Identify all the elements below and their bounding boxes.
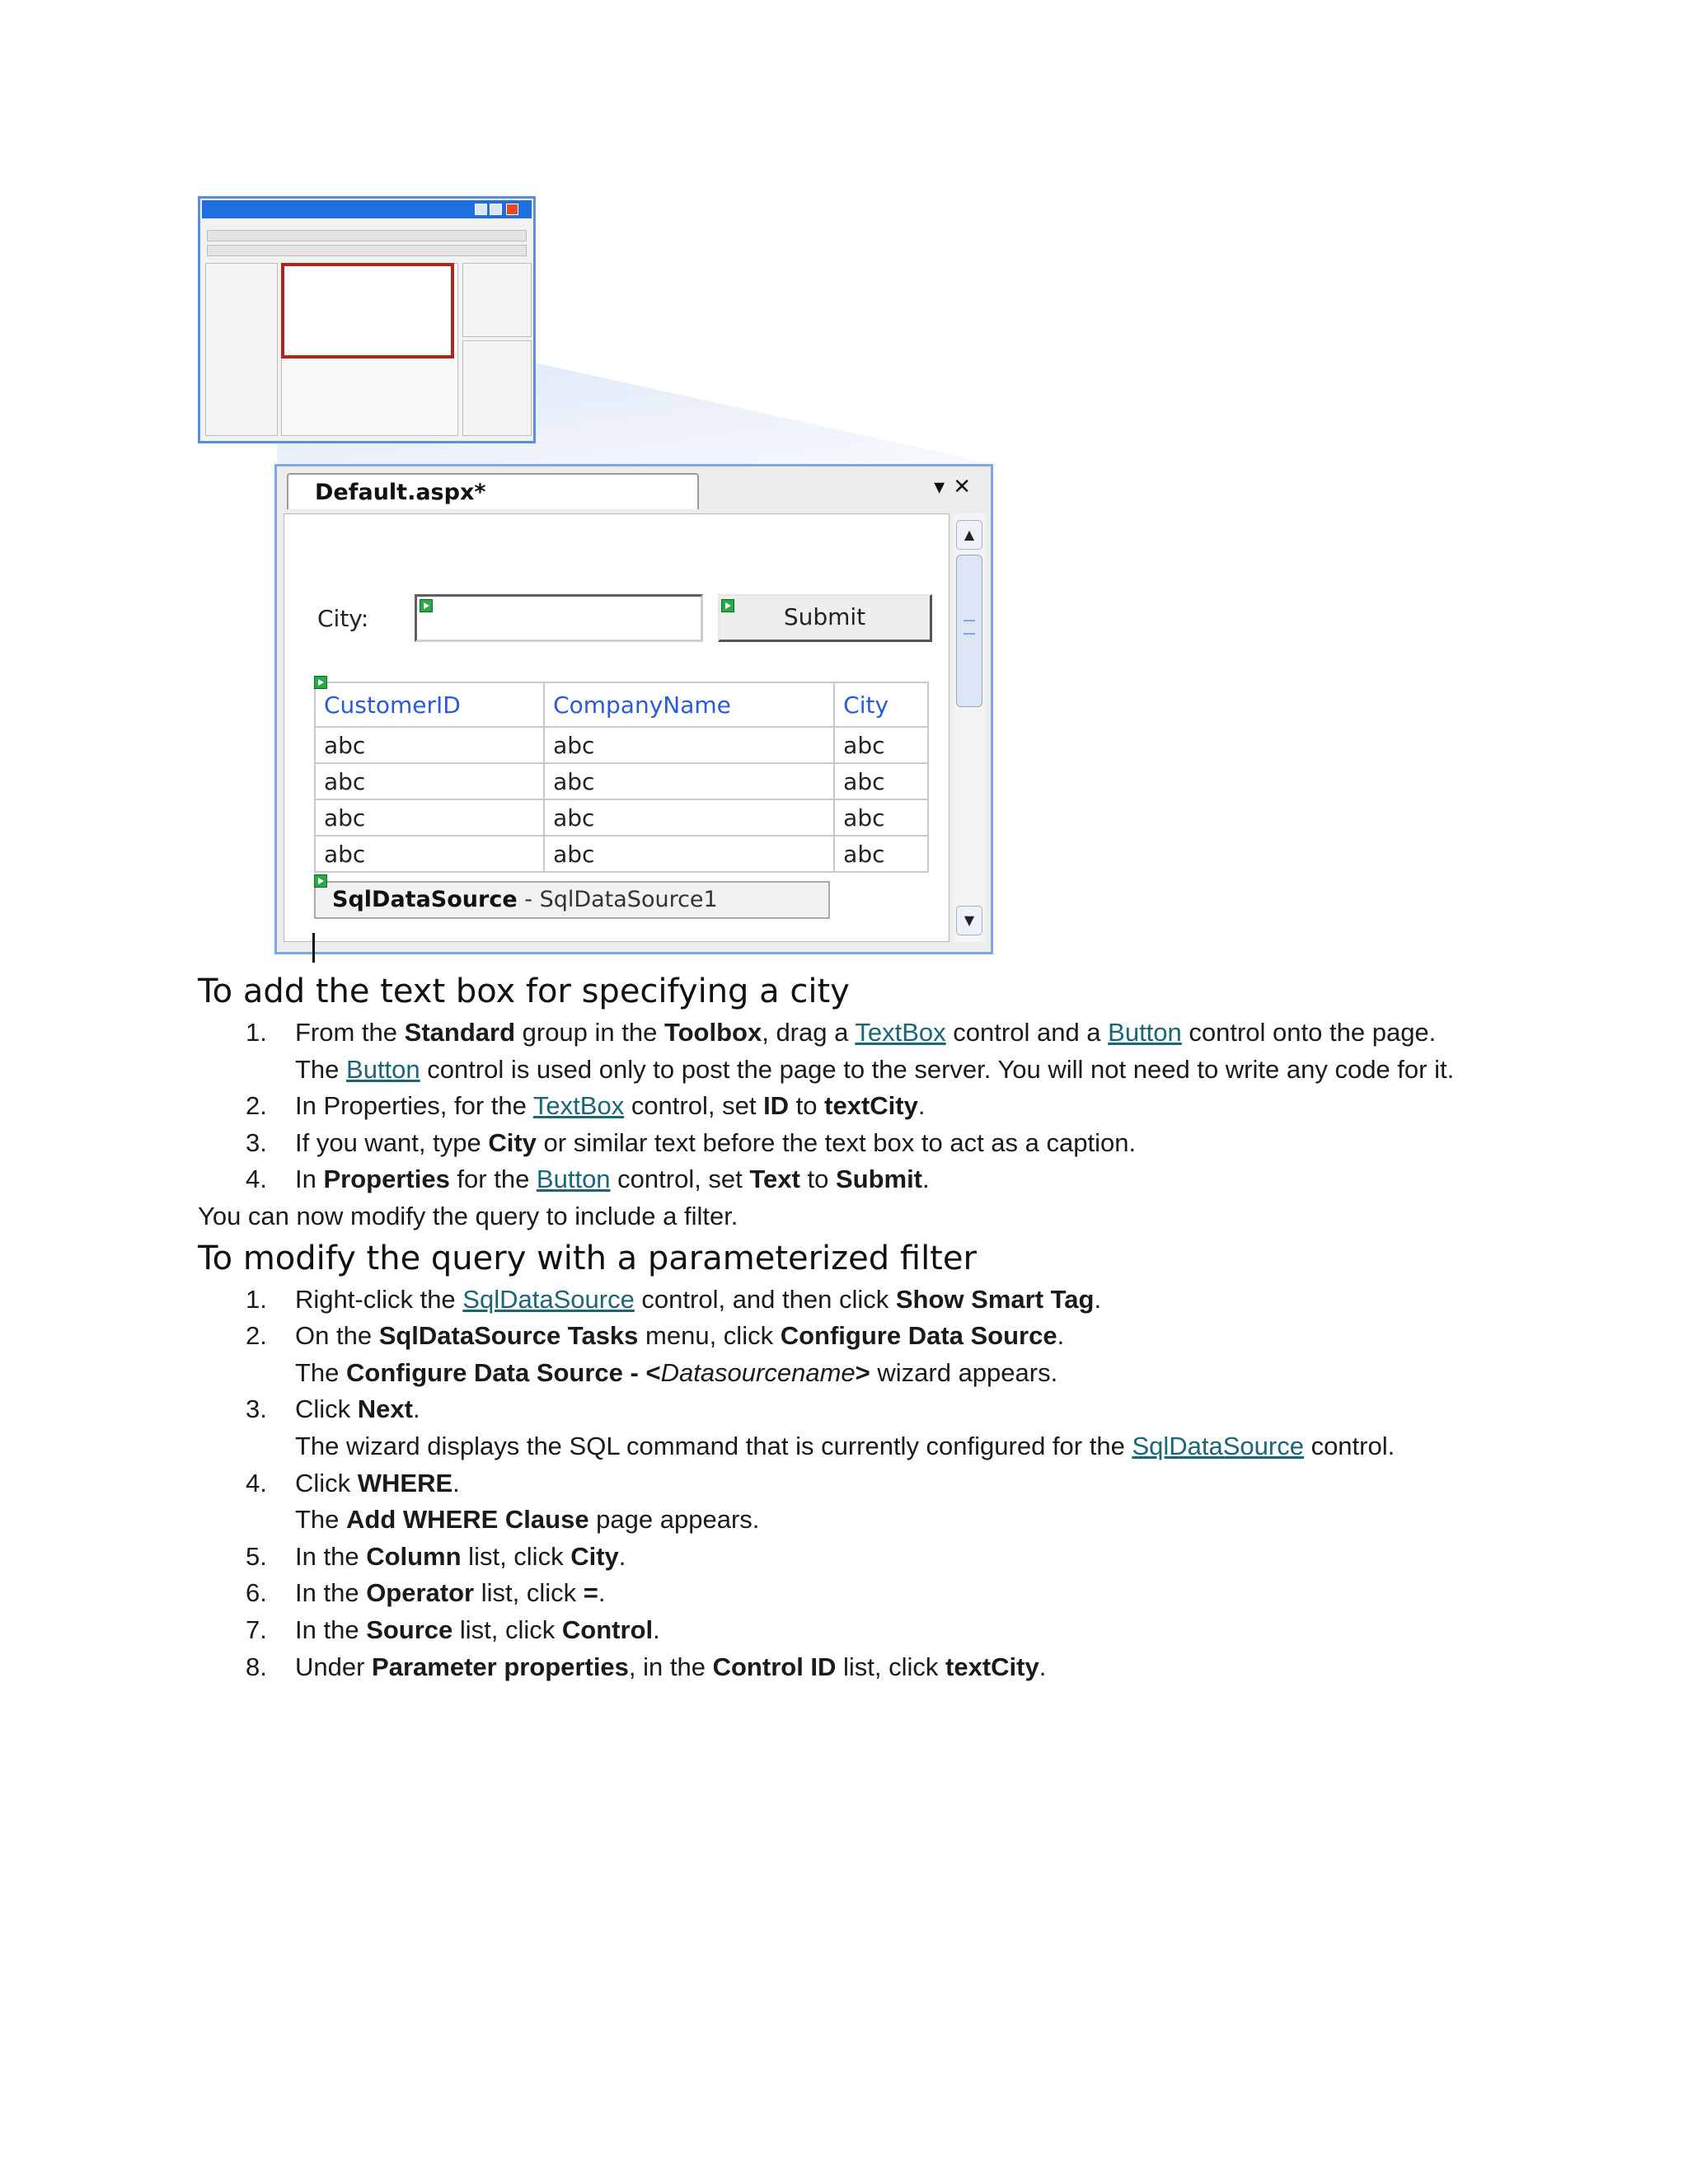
text-run: If you want, type [295,1127,489,1157]
bold-term: SqlDataSource Tasks [378,1321,639,1351]
text-run: . [452,1468,460,1497]
grid-cell: abc [834,836,928,872]
submit-button[interactable]: Submit [718,594,932,642]
bold-term: City [570,1541,619,1571]
text-run: . [598,1578,606,1608]
step-item [198,1015,1484,1088]
minimize-icon [475,204,487,215]
bold-term: Configure Data Source - < [346,1357,661,1387]
step-number: 3. [246,1127,267,1157]
text-run: . [653,1615,660,1644]
text-run: control and a [945,1018,1109,1047]
bold-term: > [855,1357,870,1387]
step-text [295,1015,1484,1052]
step-number: 4. [246,1165,267,1194]
thumbnail-title-bar [202,200,532,218]
italic-term: Datasourcename [660,1357,856,1387]
grid-cell: abc [544,836,834,872]
step-number: 6. [246,1578,267,1608]
text-run: . [1094,1284,1102,1314]
doc-link[interactable]: Button [1108,1018,1182,1047]
scroll-down-button[interactable]: ▼ [956,906,982,935]
bold-term: textCity [945,1652,1039,1681]
text-run: . [618,1541,626,1571]
bold-term: Show Smart Tag [895,1284,1095,1314]
text-run: The [295,1357,347,1387]
step-note [295,1428,1484,1465]
step-text [295,1088,1484,1125]
doc-link[interactable]: SqlDataSource [462,1284,635,1314]
text-run: for the [449,1165,537,1194]
text-run: control is used only to post the page to the server. You will not need to write any code for it. [420,1054,1455,1084]
step-item [198,1575,1484,1612]
bold-term: Control ID [712,1652,837,1681]
section-heading: To add the text box for specifying a city [198,972,850,1010]
text-run: menu, click [638,1321,781,1351]
bold-term: Next [357,1394,413,1424]
grid-cell: abc [315,727,544,763]
text-run: group in the [515,1018,664,1047]
text-run: wizard appears. [870,1357,1058,1387]
bold-term: Text [749,1165,800,1194]
vertical-scrollbar[interactable] [953,513,986,942]
bold-term: Standard [404,1018,516,1047]
text-run: list, click [452,1615,562,1644]
text-run: page appears. [588,1505,760,1535]
grid-cell: abc [544,727,834,763]
step-item [198,1649,1484,1686]
step-item [198,1282,1484,1319]
bold-term: Properties [323,1165,450,1194]
step-number: 2. [246,1321,267,1351]
step-note [295,1052,1484,1089]
city-caption: City: [317,605,369,632]
bold-term: Column [366,1541,462,1571]
close-icon [506,204,518,215]
grid-cell: abc [544,799,834,836]
text-run: control onto the page. [1181,1018,1437,1047]
step-number: 2. [246,1091,267,1121]
text-run: Under [295,1652,373,1681]
bold-term: ID [763,1091,790,1121]
step-item [198,1088,1484,1125]
text-run: list, click [461,1541,571,1571]
maximize-icon [490,204,502,215]
text-run: In the [295,1578,367,1608]
design-surface [284,513,950,942]
grid-cell: abc [315,763,544,799]
step-number: 1. [246,1284,267,1314]
doc-link[interactable]: Button [536,1165,611,1194]
step-item [198,1465,1484,1539]
dropdown-icon[interactable]: ▾ [934,475,954,499]
text-run: Right-click the [295,1284,463,1314]
text-run: to [789,1091,825,1121]
bold-term: City [488,1127,537,1157]
step-text [295,1125,1484,1162]
bold-term: Submit [835,1165,923,1194]
tab-default-aspx[interactable]: Default.aspx* [287,473,699,509]
step-text [295,1282,1484,1319]
step-item [198,1318,1484,1391]
transition-text: You can now modify the query to include a filter. [198,1201,738,1230]
bold-term: Configure Data Source [780,1321,1057,1351]
grid-header-cell: City [834,682,928,727]
city-textbox[interactable] [415,594,703,642]
grid-cell: abc [834,727,928,763]
window-controls [934,475,979,499]
step-number: 1. [246,1018,267,1047]
scroll-up-button[interactable]: ▲ [956,520,982,550]
steps-list-parameterized-filter [198,1282,1484,1686]
bold-term: Control [561,1615,654,1644]
step-item [198,1125,1484,1162]
designer-window [274,464,993,954]
text-run: The wizard displays the SQL command that is currently configured for the [295,1431,1132,1460]
doc-link[interactable]: TextBox [855,1018,946,1047]
smart-tag-icon[interactable] [721,599,734,612]
step-number: 8. [246,1652,267,1681]
grid-header-cell: CompanyName [544,682,834,727]
step-note [295,1502,1484,1539]
bold-term: WHERE [357,1468,453,1497]
text-run: In [295,1165,324,1194]
grid-row [315,836,928,872]
datasource-separator: - [517,887,540,912]
text-run: or similar text before the text box to act as a caption. [536,1127,1137,1157]
grid-header-cell: CustomerID [315,682,544,727]
grid-cell: abc [315,799,544,836]
text-run: In Properties, for the [295,1091,533,1121]
step-text [295,1539,1484,1576]
text-run: Click [295,1394,358,1424]
smart-tag-icon[interactable] [314,874,327,888]
text-run: to [799,1165,836,1194]
grid-cell: abc [315,836,544,872]
bold-term: Toolbox [663,1018,762,1047]
grid-row [315,727,928,763]
doc-link[interactable]: Button [346,1054,420,1084]
text-run: , in the [628,1652,713,1681]
grid-row [315,799,928,836]
text-run: . [922,1165,930,1194]
smart-tag-icon[interactable] [420,599,433,612]
text-run: list, click [836,1652,946,1681]
datasource-id: SqlDataSource1 [539,887,718,912]
steps-list-add-textbox [198,1015,1484,1198]
thumbnail-solution-pane [462,263,532,337]
text-run: In the [295,1541,367,1571]
sqldatasource-control[interactable] [314,881,830,919]
grid-row [315,763,928,799]
text-run: list, click [474,1578,584,1608]
step-text [295,1391,1484,1428]
step-number: 7. [246,1615,267,1644]
step-item [198,1161,1484,1198]
step-number: 5. [246,1541,267,1571]
text-caret [312,933,315,963]
text-run: Click [295,1468,358,1497]
grid-cell: abc [834,763,928,799]
step-item [198,1391,1484,1465]
step-text [295,1318,1484,1355]
bold-term: Source [366,1615,453,1644]
step-item [198,1612,1484,1649]
thumbnail-toolbar [207,245,527,256]
text-run: On the [295,1321,379,1351]
text-run: . [1057,1321,1065,1351]
bold-term: Operator [366,1578,475,1608]
text-run: . [412,1394,420,1424]
text-run: control, set [624,1091,764,1121]
scroll-thumb[interactable] [956,555,982,707]
ide-thumbnail [198,196,536,443]
step-number: 4. [246,1468,267,1497]
smart-tag-icon[interactable] [314,676,327,689]
scroll-grip-icon [964,620,975,635]
close-icon[interactable]: ✕ [953,475,979,499]
text-run: , drag a [762,1018,856,1047]
step-item [198,1539,1484,1576]
text-run: control, and then click [634,1284,896,1314]
grid-cell: abc [544,763,834,799]
text-run: In the [295,1615,367,1644]
text-run: control. [1303,1431,1395,1460]
customers-gridview [314,682,929,873]
bold-term: Parameter properties [372,1652,629,1681]
bold-term: textCity [824,1091,918,1121]
doc-link[interactable]: SqlDataSource [1132,1431,1304,1460]
grid-cell: abc [834,799,928,836]
step-note [295,1355,1484,1392]
text-run: . [1039,1652,1047,1681]
doc-link[interactable]: TextBox [532,1091,625,1121]
step-text [295,1649,1484,1686]
bold-term: = [583,1578,598,1608]
step-text [295,1161,1484,1198]
step-text [295,1612,1484,1649]
step-text [295,1465,1484,1502]
grid-header-row [315,682,928,727]
step-text [295,1575,1484,1612]
datasource-type: SqlDataSource [332,887,518,912]
text-run: control, set [610,1165,750,1194]
step-number: 3. [246,1394,267,1424]
text-run: The [295,1054,347,1084]
bold-term: Add WHERE Clause [346,1505,589,1535]
instructions [198,968,1484,1685]
thumbnail-menu-bar [207,230,527,241]
thumbnail-properties-pane [462,340,532,436]
section-heading: To modify the query with a parameterized filter [198,1239,977,1277]
thumbnail-toolbox-pane [205,263,278,436]
thumbnail-selection-highlight [281,263,454,359]
text-run: The [295,1505,347,1535]
text-run: From the [295,1018,405,1047]
text-run: . [917,1091,926,1121]
